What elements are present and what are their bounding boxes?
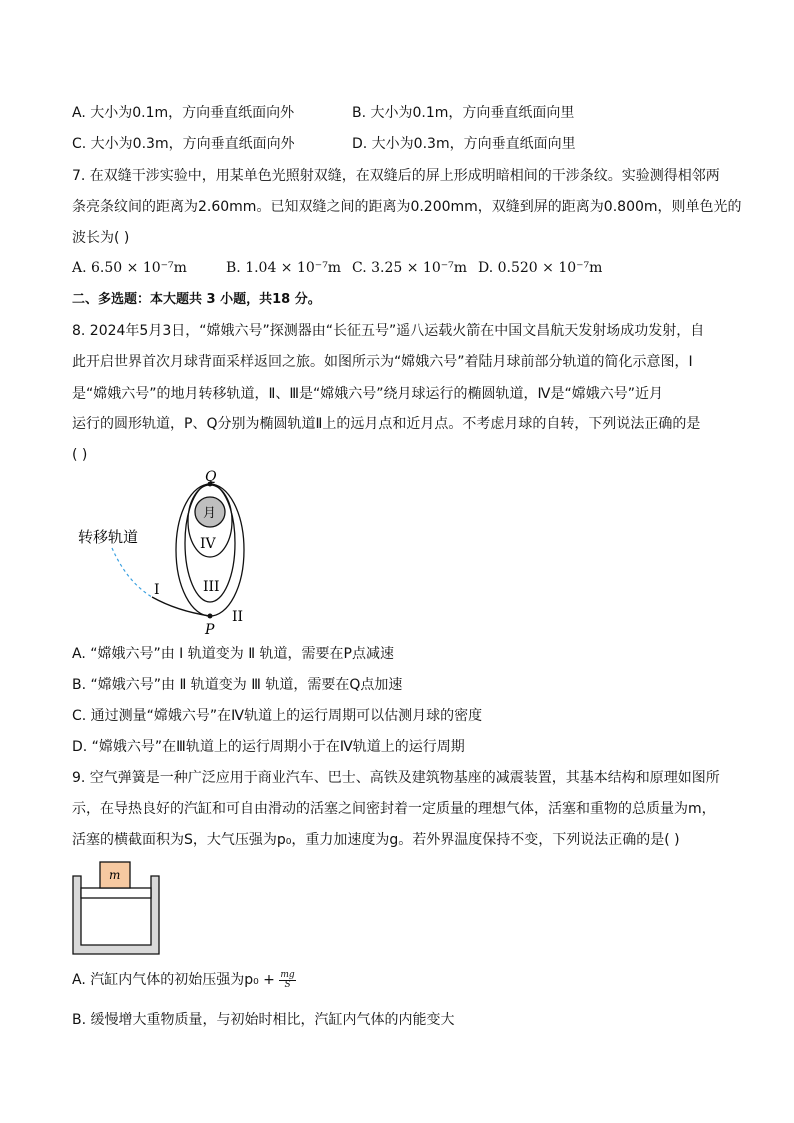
q8-option-d: D. “嫦娥六号”在Ⅲ轨道上的运行周期小于在Ⅳ轨道上的运行周期 [72,739,465,755]
q9-option-a-text: A. 汽缸内气体的初始压强为p₀ + [72,972,280,988]
moon-label: 月 [203,506,217,521]
q8-text-line5: ( ) [72,447,88,463]
piston [81,888,151,898]
q8-text-line1: 8. 2024年5月3日，“嫦娥六号”探测器由“长征五号”遥八运载火箭在中国文昌航天发射场成功发射，自 [72,323,705,339]
q7-option-c: C. 3.25 × 10⁻⁷m [352,260,468,276]
q7-text-line3: 波长为( ) [72,230,130,246]
label-q: Q [205,470,217,485]
label-iv: IV [200,536,216,552]
q9-text-line2: 示，在导热良好的汽缸和可自由滑动的活塞之间密封着一定质量的理想气体，活塞和重物的总质量为m， [72,801,716,817]
transfer-orbit-label: 转移轨道 [78,528,139,546]
fraction-denominator: S [284,979,291,990]
q7-option-a: A. 6.50 × 10⁻⁷m [72,260,187,276]
label-i: I [154,582,160,598]
q9-option-b: B. 缓慢增大重物质量，与初始时相比，汽缸内气体的内能变大 [72,1012,455,1028]
q6-option-d: D. 大小为0.3m，方向垂直纸面向里 [352,136,576,152]
q8-option-a: A. “嫦娥六号”由 I 轨道变为 Ⅱ 轨道，需要在P点减速 [72,646,394,662]
q8-text-line2: 此开启世界首次月球背面采样返回之旅。如图所示为“嫦娥六号”着陆月球前部分轨道的简化示意图，I [72,354,693,370]
q8-text-line4: 运行的圆形轨道，P、Q分别为椭圆轨道Ⅱ上的远月点和近月点。不考虑月球的自转，下列说法正确的是 [72,416,701,432]
q8-option-c: C. 通过测量“嫦娥六号”在Ⅳ轨道上的运行周期可以估测月球的密度 [72,708,483,724]
transfer-orbit-dashed [112,548,152,597]
q9-option-a [72,970,296,990]
label-ii: II [232,609,244,625]
fraction-numerator: mg [280,969,295,980]
label-iii: III [203,579,220,595]
label-p: P [205,622,215,638]
q9-text-line3: 活塞的横截面积为S，大气压强为p₀，重力加速度为g。若外界温度保持不变，下列说法正确的是( ) [72,832,680,848]
mass-label: m [109,868,121,882]
section-multiple-choice-header: 二、多选题：本大题共 3 小题，共18 分。 [72,292,321,307]
q6-option-a: A. 大小为0.1m，方向垂直纸面向外 [72,105,295,121]
q7-option-d: D. 0.520 × 10⁻⁷m [478,260,603,276]
q8-text-line3: 是“嫦娥六号”的地月转移轨道，Ⅱ、Ⅲ是“嫦娥六号”绕月球运行的椭圆轨道，Ⅳ是“嫦娥六号”近月 [72,386,663,402]
q9-text-line1: 9. 空气弹簧是一种广泛应用于商业汽车、巴士、高铁及建筑物基座的减震装置，其基本结构和原理如图所 [72,770,720,786]
q6-option-c: C. 大小为0.3m，方向垂直纸面向外 [72,136,295,152]
air-spring-diagram [72,858,172,958]
point-p [208,614,213,619]
q6-option-b: B. 大小为0.1m，方向垂直纸面向里 [352,105,575,121]
transfer-orbit-solid [152,597,210,616]
q7-option-b: B. 1.04 × 10⁻⁷m [226,260,342,276]
q8-option-b: B. “嫦娥六号”由 Ⅱ 轨道变为 Ⅲ 轨道，需要在Q点加速 [72,677,403,693]
fraction-mg-over-s [279,971,295,990]
q7-text-line2: 条亮条纹间的距离为2.60mm。已知双缝之间的距离为0.200mm，双缝到屏的距离为0.800m，则单色光的 [72,199,742,215]
q7-text-line1: 7. 在双缝干涉实验中，用某单色光照射双缝，在双缝后的屏上形成明暗相间的干涉条纹。实验测得相邻两 [72,168,720,184]
orbit-diagram [72,470,272,640]
